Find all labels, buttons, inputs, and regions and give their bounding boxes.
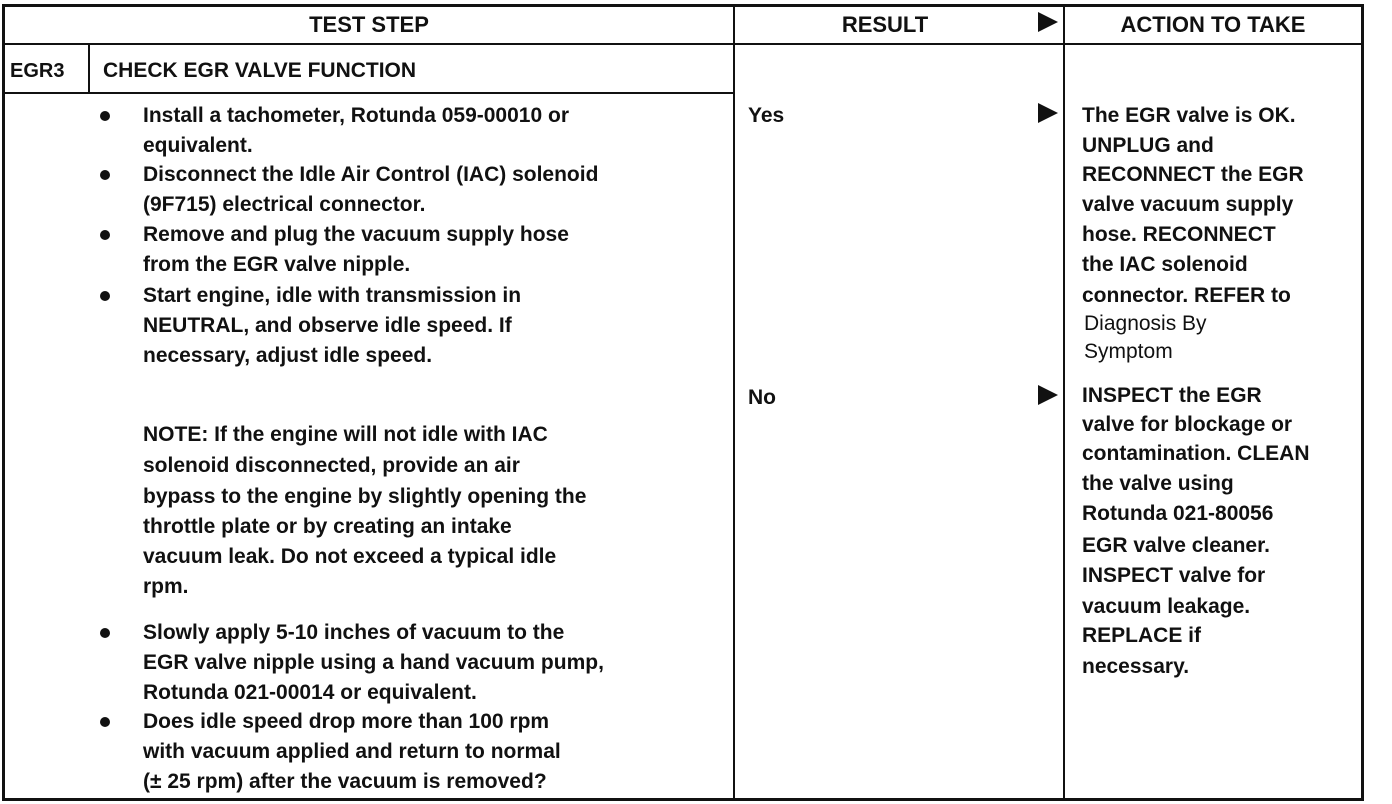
bullet-text: Rotunda 021-00014 or equivalent. [143, 681, 477, 704]
action-no-line: INSPECT valve for [1082, 564, 1266, 587]
bullet-text: (± 25 rpm) after the vacuum is removed? [143, 770, 547, 793]
bullet-text: (9F715) electrical connector. [143, 193, 426, 216]
step-title: CHECK EGR VALVE FUNCTION [103, 59, 417, 82]
note-line: bypass to the engine by slightly opening the [143, 485, 587, 508]
table-border-right [1361, 4, 1364, 801]
action-yes-line: connector. REFER to [1082, 284, 1291, 307]
note-line: vacuum leak. Do not exceed a typical idle [143, 545, 557, 568]
bullet-icon [100, 291, 110, 301]
bullet-text: NEUTRAL, and observe idle speed. If [143, 314, 512, 337]
header-test-step: TEST STEP [309, 12, 429, 37]
action-yes-line: UNPLUG and [1082, 134, 1214, 157]
step-title-divider [2, 92, 735, 94]
table-border-top [2, 4, 1364, 7]
action-yes-line: RECONNECT the EGR [1082, 163, 1304, 186]
column-divider-action [1063, 4, 1065, 801]
action-no-line: REPLACE if [1082, 624, 1202, 647]
note-line: solenoid disconnected, provide an air [143, 454, 520, 477]
result-no: No [748, 386, 776, 409]
bullet-text: necessary, adjust idle speed. [143, 344, 433, 367]
action-no-line: vacuum leakage. [1082, 595, 1251, 618]
action-yes-line: hose. RECONNECT [1082, 223, 1276, 246]
action-no-line: contamination. CLEAN [1082, 442, 1310, 465]
bullet-icon [100, 111, 110, 121]
note-line: NOTE: If the engine will not idle with IAC [143, 423, 548, 446]
bullet-text: equivalent. [143, 134, 253, 157]
action-no-line: Rotunda 021-80056 [1082, 502, 1274, 525]
header-divider [2, 43, 1364, 45]
action-yes-reference: Symptom [1084, 340, 1173, 363]
result-no-arrow-icon [1038, 385, 1058, 405]
action-yes-line: The EGR valve is OK. [1082, 104, 1296, 127]
action-yes-line: the IAC solenoid [1082, 253, 1248, 276]
bullet-text: Install a tachometer, Rotunda 059-00010 or [143, 104, 569, 127]
bullet-text: from the EGR valve nipple. [143, 253, 411, 276]
action-yes-reference: Diagnosis By [1084, 312, 1207, 335]
column-divider-result [733, 4, 735, 801]
bullet-icon [100, 170, 110, 180]
bullet-text: with vacuum applied and return to normal [143, 740, 561, 763]
action-no-line: EGR valve cleaner. [1082, 534, 1270, 557]
result-yes: Yes [748, 104, 785, 127]
bullet-text: Disconnect the Idle Air Control (IAC) solenoid [143, 163, 599, 186]
step-code: EGR3 [10, 60, 65, 82]
header-action: ACTION TO TAKE [1120, 12, 1306, 37]
bullet-text: Start engine, idle with transmission in [143, 284, 522, 307]
bullet-icon [100, 230, 110, 240]
note-line: rpm. [143, 575, 189, 598]
result-yes-arrow-icon [1038, 103, 1058, 123]
bullet-text: Slowly apply 5-10 inches of vacuum to the [143, 621, 565, 644]
action-no-line: valve for blockage or [1082, 413, 1293, 436]
bullet-icon [100, 628, 110, 638]
header-result: RESULT [841, 12, 929, 37]
bullet-text: Does idle speed drop more than 100 rpm [143, 710, 550, 733]
action-no-line: INSPECT the EGR [1082, 384, 1262, 407]
table-border-left [2, 4, 5, 801]
bullet-text: EGR valve nipple using a hand vacuum pump, [143, 651, 604, 674]
note-line: throttle plate or by creating an intake [143, 515, 512, 538]
step-code-divider [88, 45, 90, 93]
bullet-icon [100, 717, 110, 727]
action-yes-line: valve vacuum supply [1082, 193, 1294, 216]
table-border-bottom [2, 798, 1364, 801]
bullet-text: Remove and plug the vacuum supply hose [143, 223, 569, 246]
action-no-line: the valve using [1082, 472, 1234, 495]
header-arrow-icon [1038, 12, 1058, 32]
action-no-line: necessary. [1082, 655, 1190, 678]
